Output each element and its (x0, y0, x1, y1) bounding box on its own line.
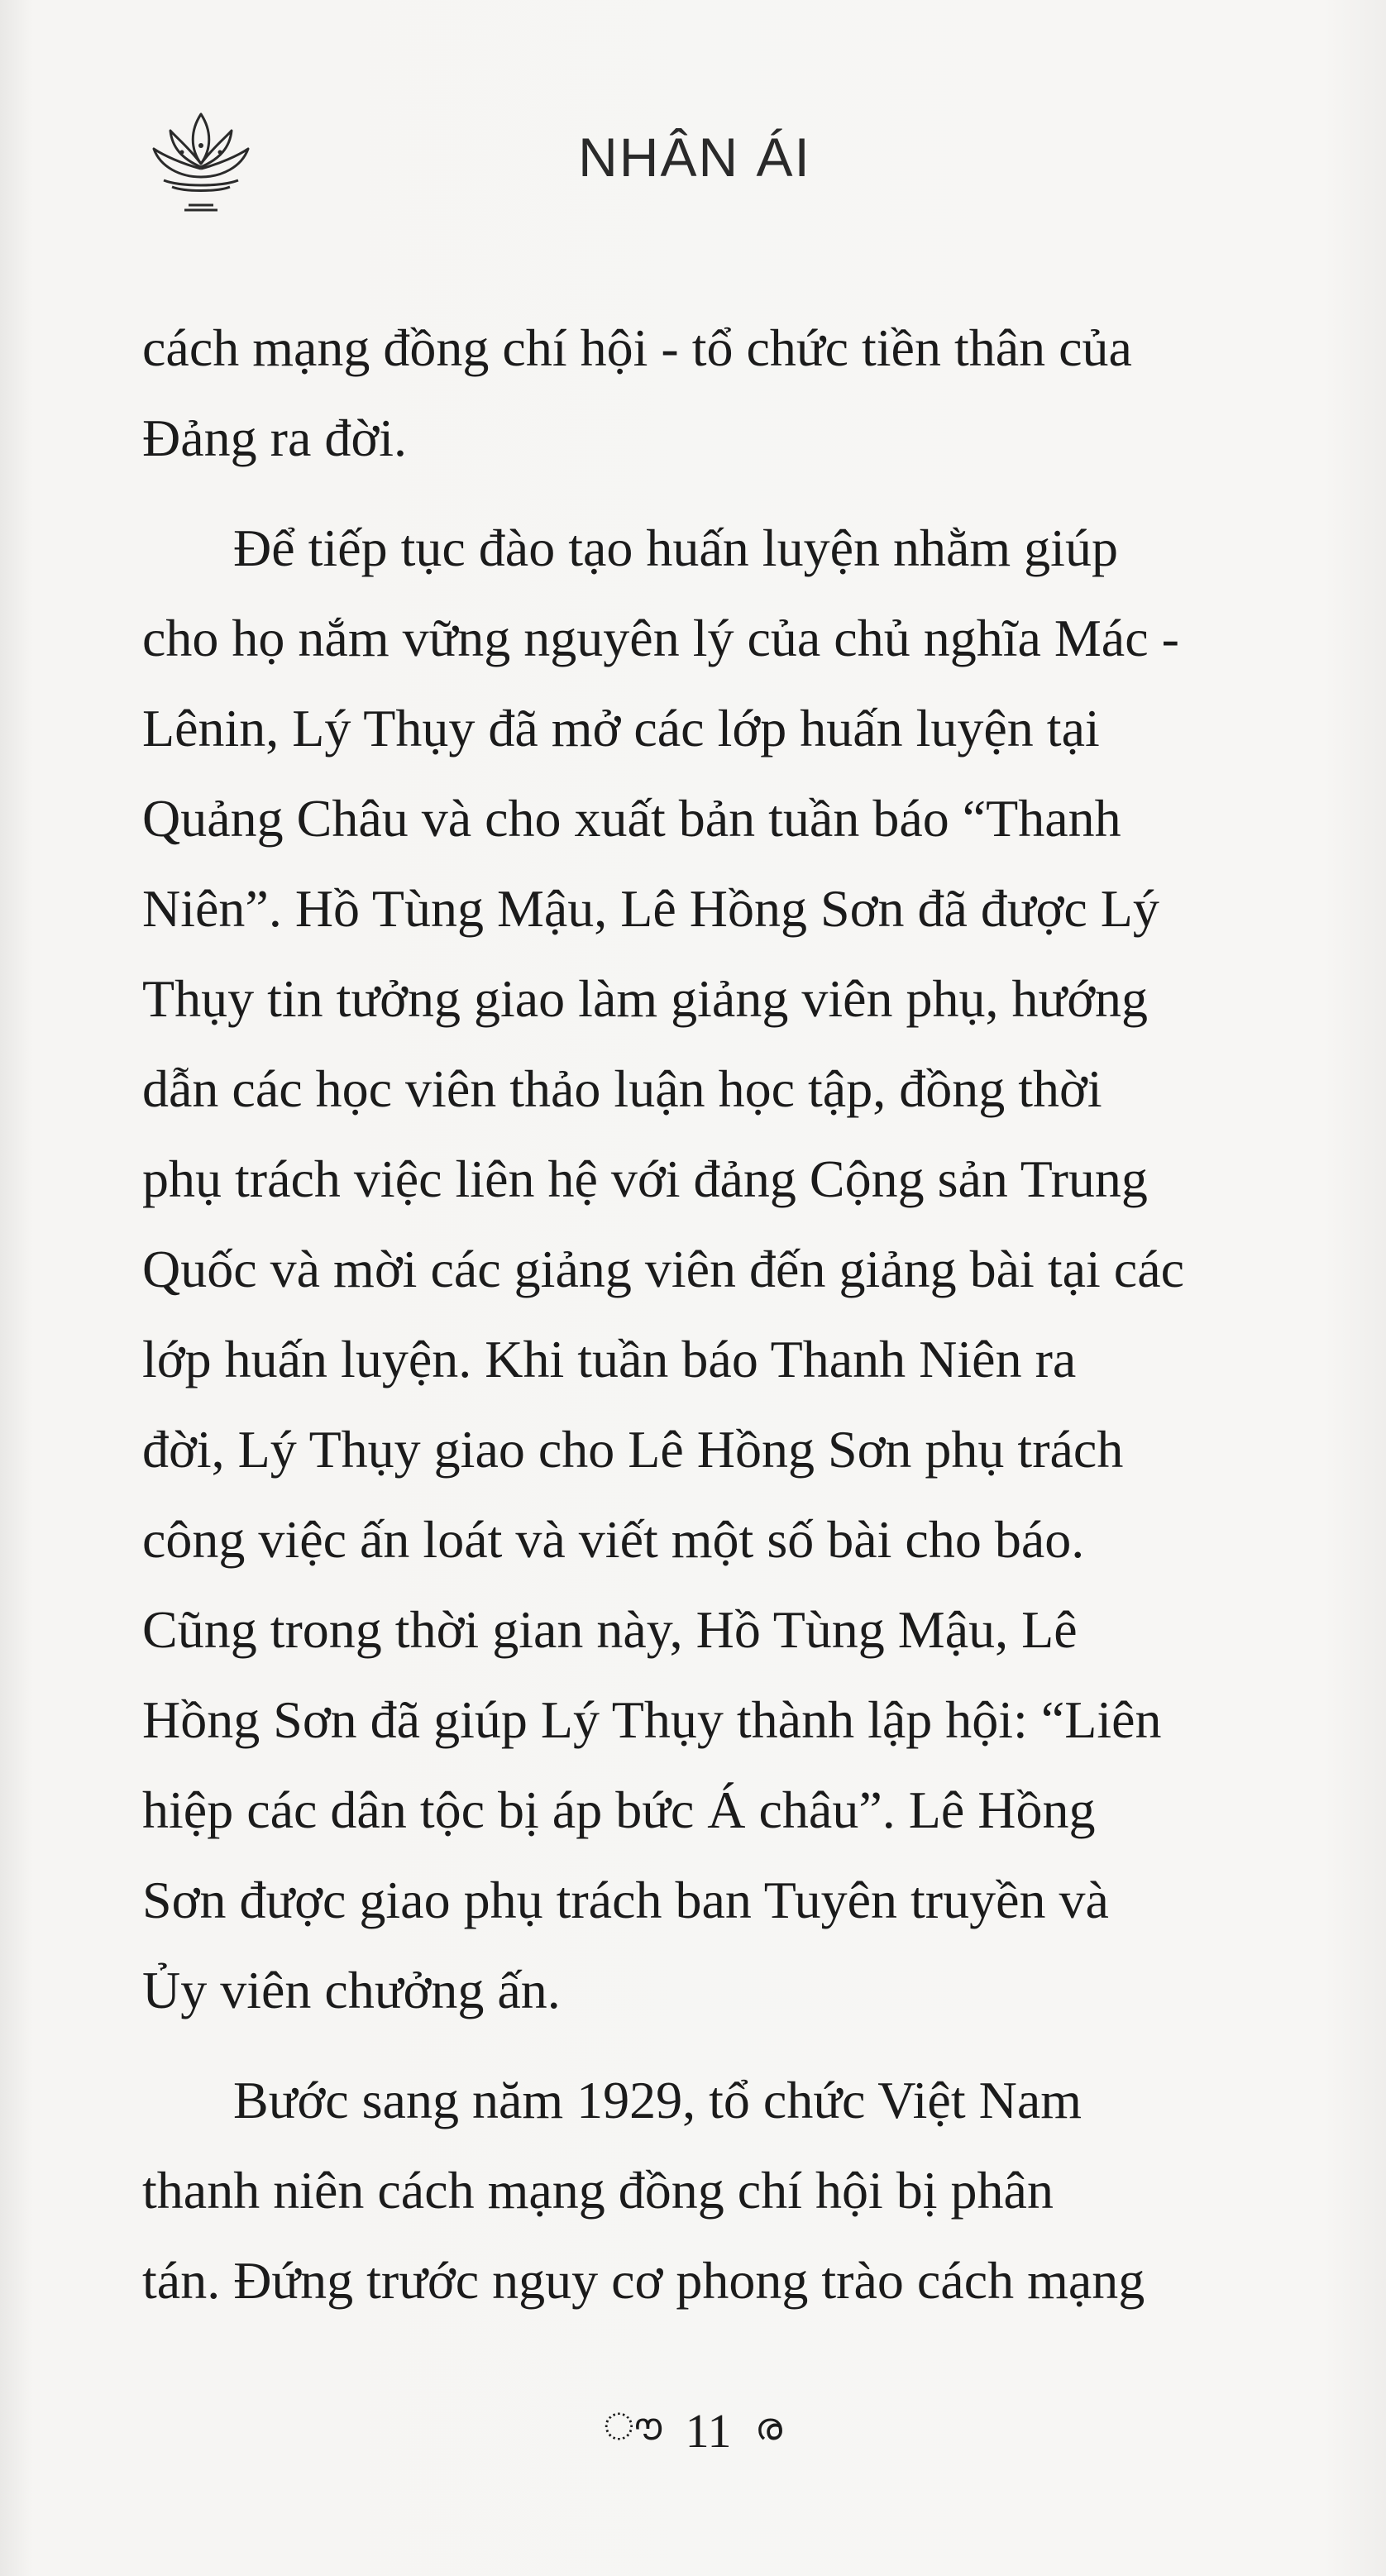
text-line: tán. Đứng trước nguy cơ phong trào cách mạng (142, 2251, 1145, 2310)
text-line: Để tiếp tục đào tạo huấn luyện nhằm giúp (233, 519, 1118, 577)
running-head: NHÂN ÁI (578, 127, 811, 188)
text-line: cách mạng đồng chí hội - tổ chức tiền thân của (142, 318, 1132, 377)
text-line: Lênin, Lý Thụy đã mở các lớp huấn luyện tại (142, 699, 1100, 758)
text-line: Đảng ra đời. (142, 409, 407, 467)
text-line: công việc ấn loát và viết một số bài cho báo. (142, 1510, 1085, 1569)
text-line: phụ trách việc liên hệ với đảng Cộng sản Trung (142, 1149, 1148, 1208)
text-line: Niên”. Hồ Tùng Mậu, Lê Hồng Sơn đã được Lý (142, 879, 1159, 938)
text-line: Cũng trong thời gian này, Hồ Tùng Mậu, Lê (142, 1600, 1078, 1659)
text-line: Bước sang năm 1929, tổ chức Việt Nam (233, 2071, 1082, 2129)
body-text (142, 303, 1184, 2325)
paragraph (142, 2055, 1143, 2325)
text-line: hiệp các dân tộc bị áp bức Á châu”. Lê Hồng (142, 1780, 1096, 1839)
page-number: 11 (685, 2404, 732, 2459)
text-line: Thụy tin tưởng giao làm giảng viên phụ, hướng (142, 969, 1149, 1028)
paragraph (142, 503, 1184, 2035)
text-line: lớp huấn luyện. Khi tuần báo Thanh Niên ra (142, 1330, 1077, 1388)
page-footer (0, 2398, 1386, 2459)
paragraph (142, 303, 1143, 483)
text-line: Sơn được giao phụ trách ban Tuyên truyền và (142, 1871, 1109, 1929)
text-line: dẫn các học viên thảo luận học tập, đồng thời (142, 1059, 1102, 1118)
text-line: Quảng Châu và cho xuất bản tuần báo “Thanh (142, 789, 1121, 848)
text-line: đời, Lý Thụy giao cho Lê Hồng Sơn phụ trách (142, 1420, 1124, 1479)
footer-ornament-left-icon: ൗ (604, 2406, 662, 2449)
text-line: Ủy viên chưởng ấn. (142, 1961, 561, 2019)
text-line: cho họ nắm vững nguyên lý của chủ nghĩa Mác - (142, 609, 1179, 667)
footer-ornament-right-icon: ര (755, 2406, 782, 2449)
text-line: thanh niên cách mạng đồng chí hội bị phân (142, 2161, 1054, 2220)
text-line: Hồng Sơn đã giúp Lý Thụy thành lập hội: “Liên (142, 1690, 1162, 1749)
text-line: Quốc và mời các giảng viên đến giảng bài tại các (142, 1240, 1184, 1298)
lotus-icon (139, 98, 263, 222)
